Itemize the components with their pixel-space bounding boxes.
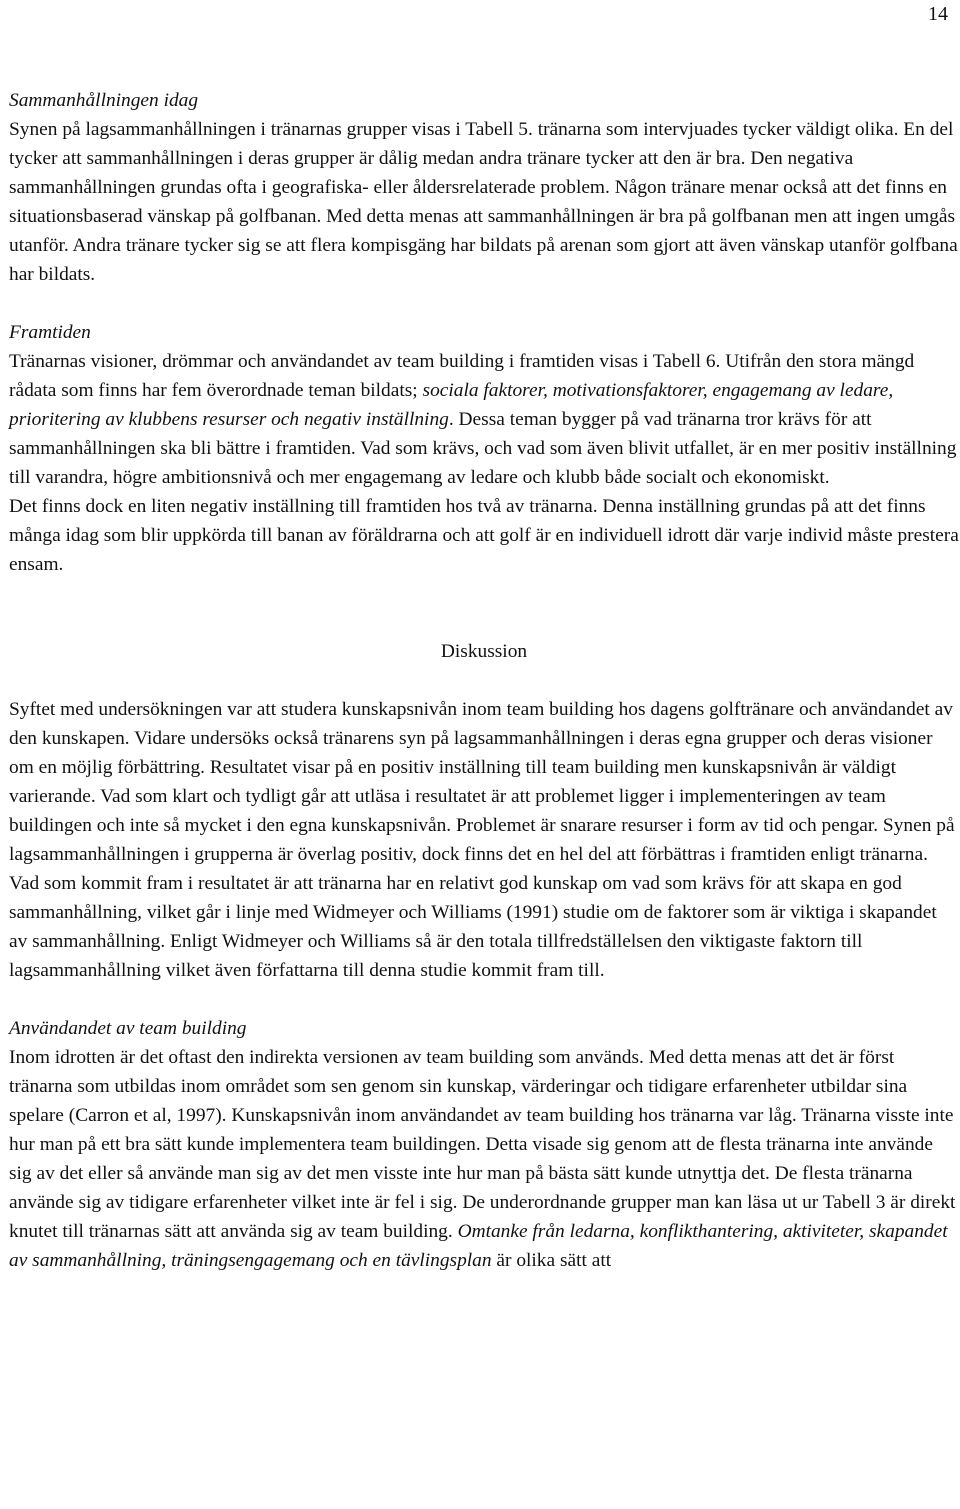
heading-diskussion: Diskussion: [440, 641, 528, 662]
page-number: 14: [928, 3, 948, 25]
spacer: [9, 579, 959, 637]
spacer: [9, 985, 959, 1014]
document-body: [9, 86, 959, 1275]
section-title-sammanhallningen: Sammanhållningen idag: [9, 90, 199, 111]
spacer: [9, 666, 959, 695]
text-run: är olika sätt att: [491, 1250, 612, 1271]
section-title-framtiden: Framtiden: [9, 322, 91, 343]
paragraph-framtiden-2: Det finns dock en liten negativ inställning till framtiden hos två av tränarna. Denna inställning grundas på att det finns många idag som blir uppkörda till banan av föräldrarna och att golf är en individuell idrott där varje individ måste prestera ensam.: [9, 496, 959, 575]
paragraph-anvandandet: [9, 1043, 959, 1275]
spacer: [9, 289, 959, 318]
text-run: . Dessa teman bygger på vad tränarna tror krävs för att sammanhållningen ska bli bättre i framtiden. Vad som krävs, och vad som även blivit utfallet, är en mer positiv inställning till varandra, högre ambitionsnivå och mer engagemang av ledare och klubb både socialt och ekonomiskt.: [9, 409, 957, 488]
paragraph-diskussion: Syftet med undersökningen var att studera kunskapsnivån inom team building hos dagens golftränare och användandet av den kunskapen. Vidare undersöks också tränarens syn på lagsammanhållningen i deras egna grupper och deras visioner om en möjlig förbättring. Resultatet visar på en positiv inställning till team building men kunskapsnivån är väldigt varierande. Vad som klart och tydligt går att utläsa i resultatet är att problemet ligger i implementeringen av team buildingen och inte så mycket i den egna kunskapsnivån. Problemet är snarare resurser i form av tid och pengar. Synen på lagsammanhållningen i grupperna är överlag positiv, dock finns det en hel del att förbättras i framtiden enligt tränarna. Vad som kommit fram i resultatet är att tränarna har en relativt god kunskap om vad som krävs för att skapa en god sammanhållning, vilket går i linje med Widmeyer och Williams (1991) studie om de faktorer som är viktiga i skapandet av sammanhållning. Enligt Widmeyer och Williams så är den totala tillfredställelsen den viktigaste faktorn till lagsammanhållning vilket även författarna till denna studie kommit fram till.: [9, 699, 955, 981]
text-run: Inom idrotten är det oftast den indirekta versionen av team building som används. Med detta menas att det är först tränarna som utbildas inom området som sen genom sin kunskap, värderingar och tidigare erfarenheter utbildar sina spelare (Carron et al, 1997). Kunskapsnivån inom användandet av team building hos tränarna var låg. Tränarna visste inte hur man på ett bra sätt kunde implementera team buildingen. Detta visade sig genom att de flesta tränarna inte använde sig av det eller så använde man sig av det men visste inte hur man på bästa sätt kunde utnyttja det. De flesta tränarna använde sig av tidigare erfarenheter vilket inte är fel i sig. De underordnande grupper man kan läsa ut ur Tabell 3 är direkt knutet till tränarnas sätt att använda sig av team building.: [9, 1047, 956, 1242]
italic-text-run: sociala faktorer, motivationsfaktorer, engagemang av ledare, prioritering av klubbens resurser och negativ inställning: [9, 380, 894, 430]
section-title-anvandandet: Användandet av team building: [9, 1018, 247, 1039]
paragraph-sammanhallningen: Synen på lagsammanhållningen i tränarnas grupper visas i Tabell 5. tränarna som intervjuades tycker väldigt olika. En del tycker att sammanhållningen i deras grupper är dålig medan andra tränare tycker att den är bra. Den negativa sammanhållningen grundas ofta i geografiska- eller åldersrelaterade problem. Någon tränare menar också att det finns en situationsbaserad vänskap på golfbanan. Med detta menas att sammanhållningen är bra på golfbanan men att ingen umgås utanför. Andra tränare tycker sig se att flera kompisgäng har bildats på arenan som gjort att även vänskap utanför golfbana har bildats.: [9, 119, 958, 285]
text-run: Tränarnas visioner, drömmar och användandet av team building i framtiden visas i Tabell 6. Utifrån den stora mängd rådata som finns har fem överordnade teman bildats;: [9, 351, 915, 401]
paragraph-framtiden-1: [9, 347, 959, 492]
italic-text-run: Omtanke från ledarna, konflikthantering, aktiviteter, skapandet av sammanhållning, träningsengagemang och en tävlingsplan: [9, 1221, 948, 1271]
